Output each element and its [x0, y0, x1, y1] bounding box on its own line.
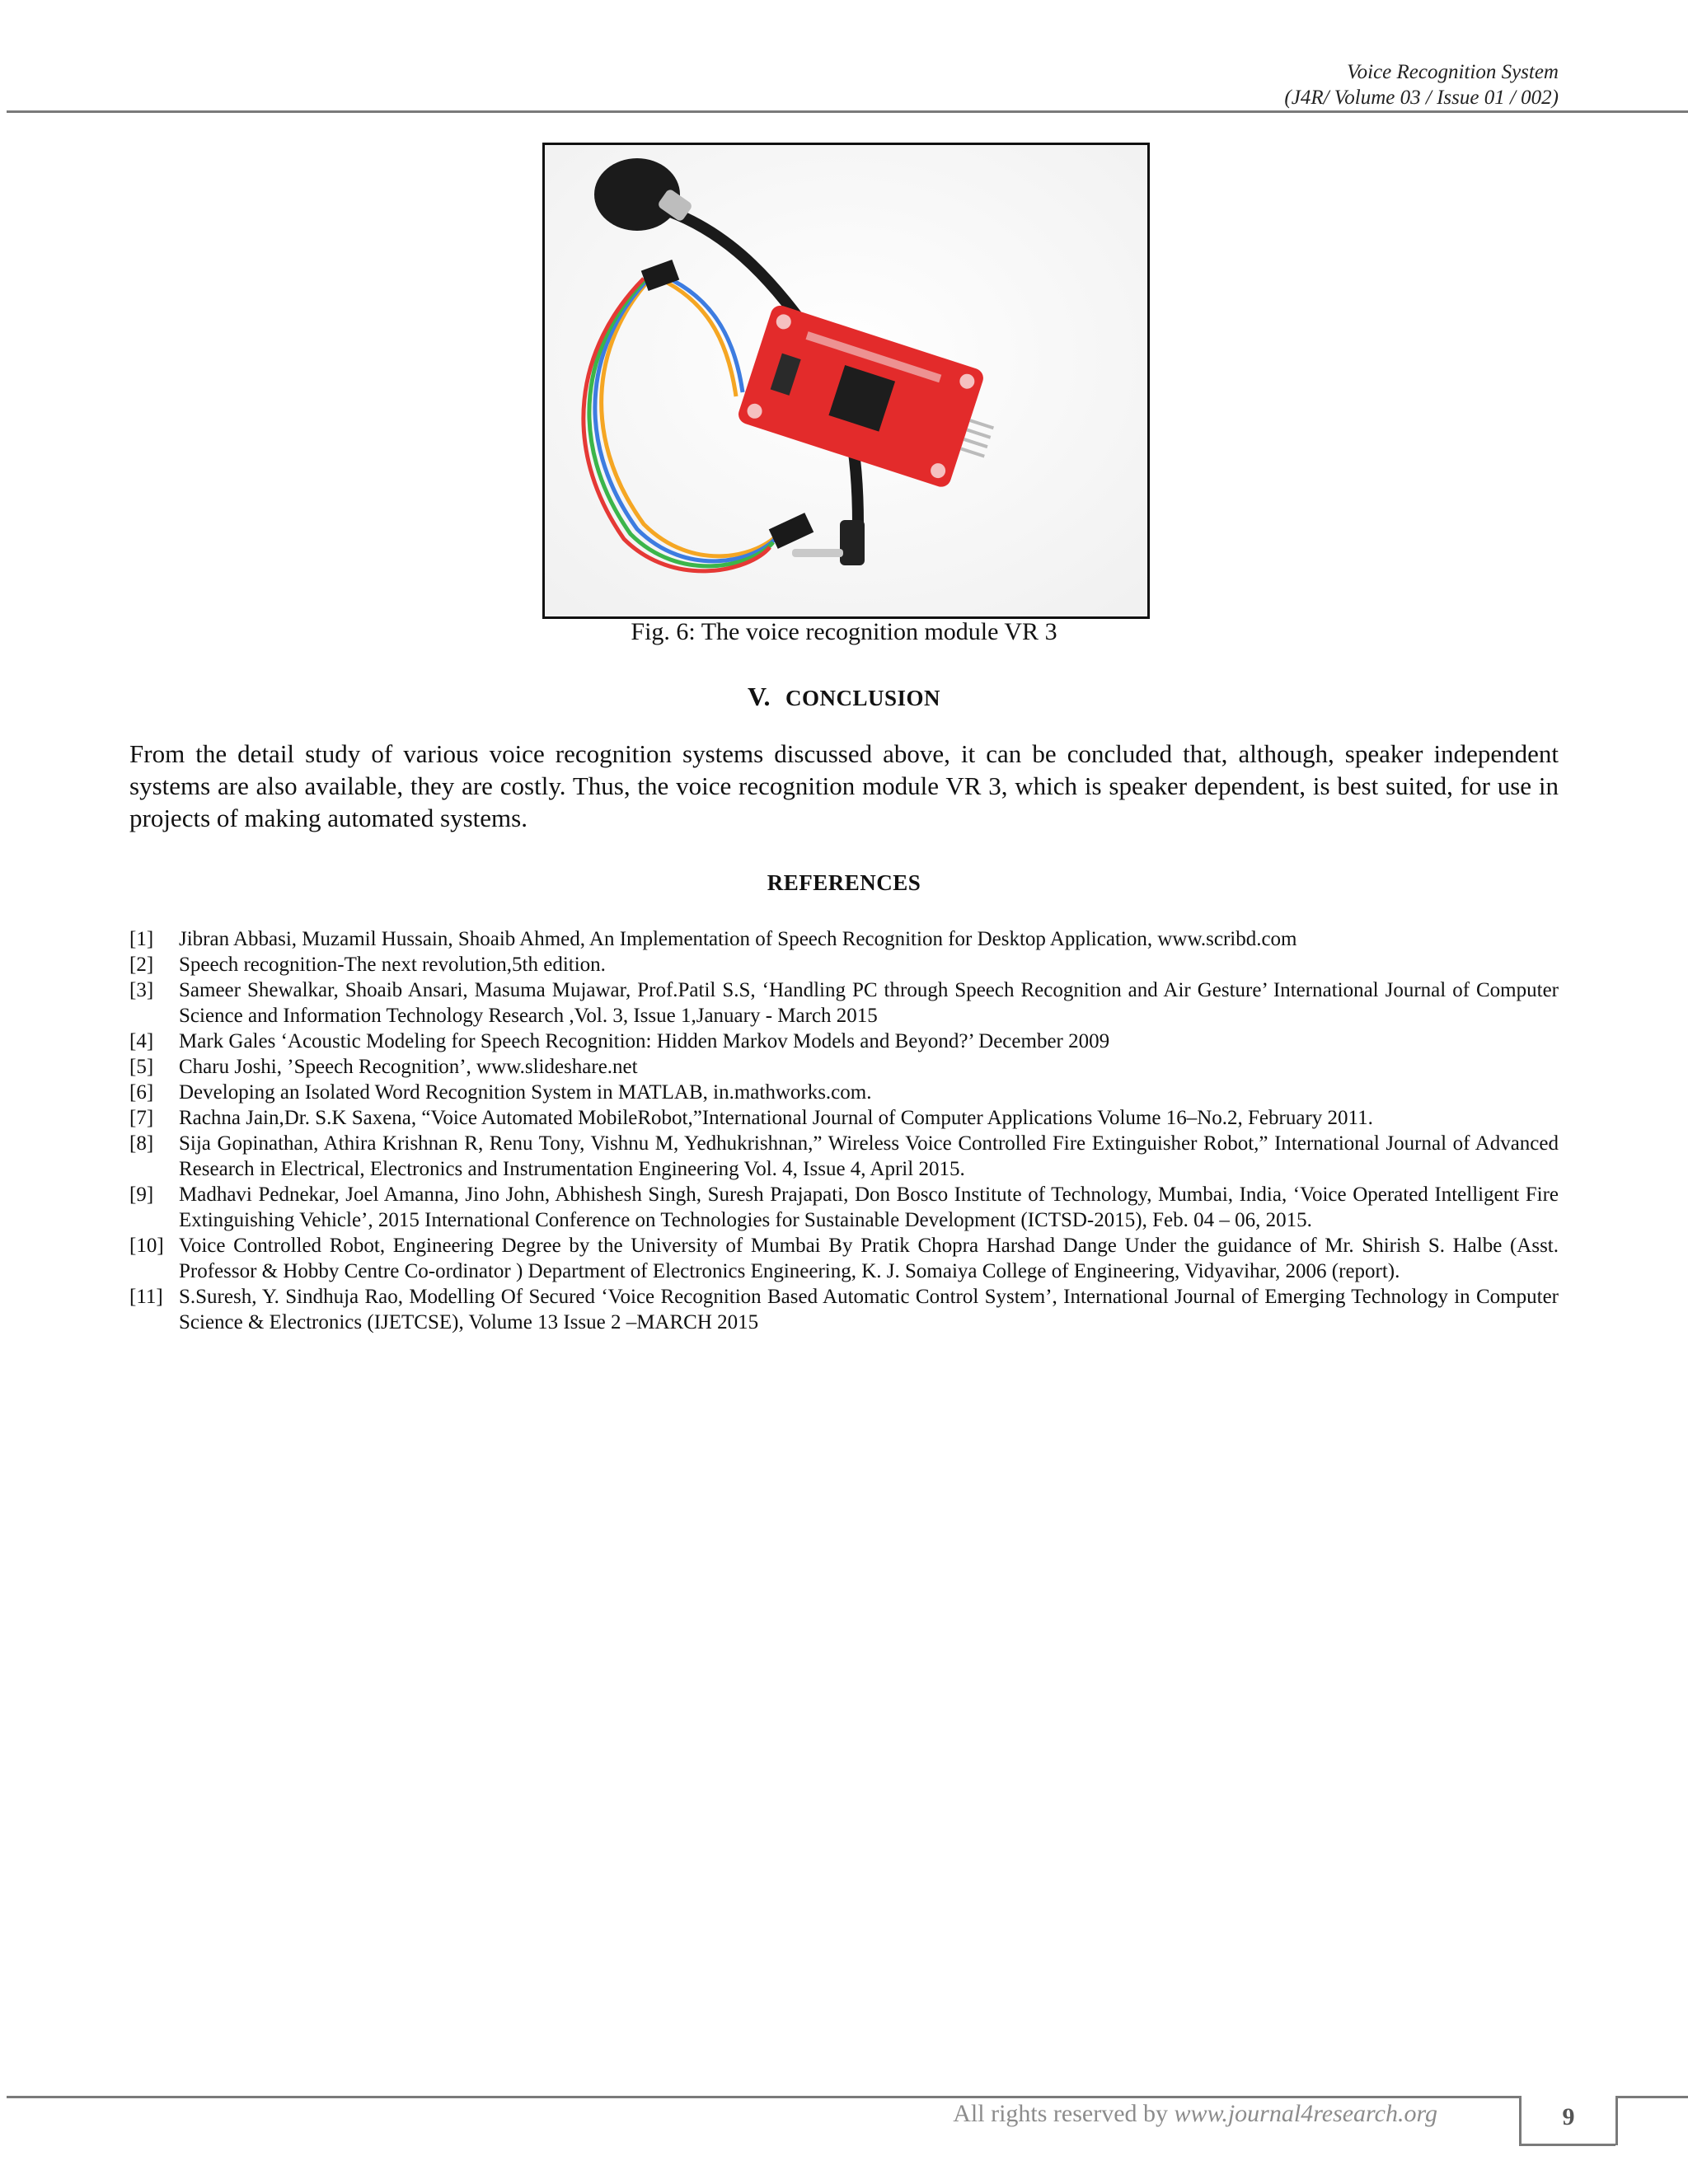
- reference-number: [1]: [129, 928, 154, 950]
- audio-plug-body: [840, 520, 865, 565]
- reference-item: [129, 1233, 1559, 1284]
- reference-number: [5]: [129, 1056, 154, 1078]
- reference-number: [7]: [129, 1107, 154, 1129]
- reference-text: Jibran Abbasi, Muzamil Hussain, Shoaib Ahmed, An Implementation of Speech Recognition for Desktop Application, www.scribd.com: [179, 928, 1297, 950]
- reference-text: Rachna Jain,Dr. S.K Saxena, “Voice Automated MobileRobot,”International Journal of Computer Applications Volume 16–No.2, February 2011.: [179, 1107, 1373, 1129]
- footer-rule: [1519, 2144, 1615, 2146]
- reference-number: [10]: [129, 1235, 164, 1257]
- reference-item: [129, 1182, 1559, 1233]
- reference-item: [129, 977, 1559, 1029]
- conclusion-title: CONCLUSION: [785, 686, 940, 710]
- reference-text: Developing an Isolated Word Recognition System in MATLAB, in.mathworks.com.: [179, 1081, 872, 1104]
- reference-item: [129, 1054, 1559, 1080]
- running-header: [817, 59, 1559, 110]
- figure-image-frame: [542, 143, 1150, 619]
- reference-item: [129, 1284, 1559, 1335]
- reference-number: [2]: [129, 954, 154, 976]
- header-issue: (J4R/ Volume 03 / Issue 01 / 002): [1284, 87, 1559, 109]
- reference-number: [4]: [129, 1030, 154, 1052]
- reference-list: [129, 926, 1559, 1335]
- reference-number: [6]: [129, 1081, 154, 1104]
- reference-text: S.Suresh, Y. Sindhuja Rao, Modelling Of Secured ‘Voice Recognition Based Automatic Control System’, International Journal of Emerging Technology in Computer Science & Electronics (IJETCSE), Volume 13 Issue 2 –MARCH 2015: [179, 1286, 1559, 1333]
- audio-plug-tip: [792, 549, 843, 557]
- reference-item: [129, 1029, 1559, 1054]
- reference-text: Mark Gales ‘Acoustic Modeling for Speech Recognition: Hidden Markov Models and Beyond?’ December 2009: [179, 1030, 1110, 1052]
- reference-text: Speech recognition-The next revolution,5th edition.: [179, 954, 606, 976]
- reference-text: Charu Joshi, ’Speech Recognition’, www.slideshare.net: [179, 1056, 638, 1078]
- page-number: 9: [1562, 2103, 1575, 2130]
- reference-item: [129, 1131, 1559, 1182]
- footer-rights: All rights reserved by: [953, 2100, 1175, 2127]
- reference-number: [9]: [129, 1183, 154, 1206]
- voice-module-illustration: [545, 145, 1147, 616]
- footer-rule: [1615, 2096, 1618, 2145]
- figure-caption: Fig. 6: The voice recognition module VR 3: [631, 618, 1057, 645]
- reference-text: Sija Gopinathan, Athira Krishnan R, Renu Tony, Vishnu M, Yedhukrishnan,” Wireless Voice Controlled Fire Extinguisher Robot,” International Journal of Advanced Research in Electrical, Electronics and Instrumentation Engineering Vol. 4, Issue 4, April 2015.: [179, 1132, 1559, 1180]
- reference-number: [11]: [129, 1286, 163, 1308]
- footer-copyright: [953, 2100, 1437, 2128]
- conclusion-number: V.: [747, 682, 771, 711]
- footer-site-link[interactable]: www.journal4research.org: [1174, 2100, 1437, 2127]
- conclusion-paragraph: From the detail study of various voice recognition systems discussed above, it can be concluded that, although, speaker independent systems are also available, they are costly. Thus, the voice recognition module VR 3, which is speaker dependent, is best suited, for use in projects of making automated systems.: [129, 739, 1559, 832]
- reference-item: [129, 926, 1559, 952]
- header-rule: [7, 110, 1688, 113]
- reference-number: [8]: [129, 1132, 154, 1155]
- reference-text: Madhavi Pednekar, Joel Amanna, Jino John, Abhishesh Singh, Suresh Prajapati, Don Bosco Institute of Technology, Mumbai, India, ‘Voice Operated Intelligent Fire Extinguishing Vehicle’, 2015 International Conference on Technologies for Sustainable Development (ICTSD-2015), Feb. 04 – 06, 2015.: [179, 1183, 1559, 1231]
- footer-rule: [1615, 2096, 1688, 2098]
- reference-item: [129, 1105, 1559, 1131]
- references-heading: REFERENCES: [767, 870, 921, 895]
- reference-item: [129, 952, 1559, 977]
- reference-number: [3]: [129, 979, 154, 1001]
- reference-text: Sameer Shewalkar, Shoaib Ansari, Masuma Mujawar, Prof.Patil S.S, ‘Handling PC through Speech Recognition and Air Gesture’ International Journal of Computer Science and Information Technology Research ,Vol. 3, Issue 1,January - March 2015: [179, 979, 1559, 1027]
- conclusion-heading: [0, 682, 1688, 712]
- footer-rule: [7, 2096, 1519, 2098]
- reference-item: [129, 1080, 1559, 1105]
- reference-text: Voice Controlled Robot, Engineering Degree by the University of Mumbai By Pratik Chopra Harshad Dange Under the guidance of Mr. Shirish S. Halbe (Asst. Professor & Hobby Centre Co-ordinator ) Department of Electronics Engineering, K. J. Somaiya College of Engineering, Vidyavihar, 2006 (report).: [179, 1235, 1559, 1282]
- header-title: Voice Recognition System: [1347, 61, 1559, 83]
